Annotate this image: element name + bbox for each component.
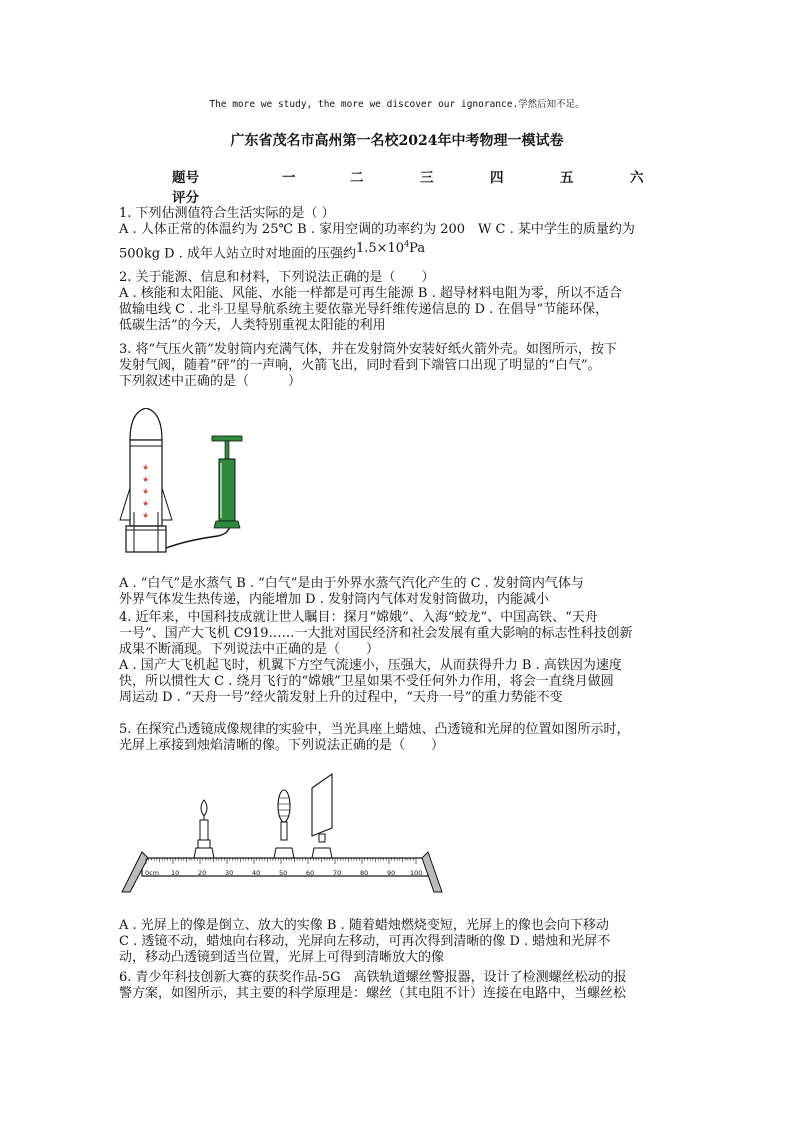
score-header-cell: 一 bbox=[282, 170, 296, 186]
question-stem: 一号”、国产大飞机 C919……一大批对国民经济和社会发展有重大影响的标志性科技创新 bbox=[119, 626, 633, 641]
question-options: 动，移动凸透镜到适当位置，光屏上可得到清晰放大的像 bbox=[119, 950, 445, 965]
question-options: 快，所以惯性大 C . 绕月飞行的“嫦娥”卫星如果不受任何外力作用，将会一直绕月做圆 bbox=[119, 674, 614, 689]
tick-label: 20 bbox=[198, 869, 207, 877]
tick-label: 100 bbox=[410, 869, 423, 877]
score-row-label: 评分 bbox=[172, 190, 199, 206]
tick-label: 80 bbox=[360, 869, 369, 877]
svg-text:★: ★ bbox=[142, 475, 150, 484]
rocket-pump-figure bbox=[118, 408, 258, 558]
question-options bbox=[119, 242, 675, 262]
convex-lens bbox=[274, 790, 294, 858]
tick-label: 0cm bbox=[145, 869, 160, 877]
question-options: A . 国产大飞机起飞时，机翼下方空气流速小，压强大，从而获得升力 B . 高铁因为速度 bbox=[119, 658, 622, 673]
formula-exponent: 4 bbox=[404, 240, 410, 249]
question-5 bbox=[119, 722, 675, 754]
question-3 bbox=[119, 342, 675, 390]
question-options: 做输电线 C . 北斗卫星导航系统主要依靠光导纤维传递信息的 D . 在倡导“节能环保， bbox=[119, 302, 609, 317]
question-options: A . 核能和太阳能、风能、水能一样都是可再生能源 B . 超导材料电阻为零，所以不适合 bbox=[119, 286, 622, 301]
score-header-row bbox=[172, 166, 672, 186]
tick-label: 60 bbox=[306, 869, 315, 877]
question-options: A . 光屏上的像是倒立、放大的实像 B . 随着蜡烛燃烧变短，光屏上的像也会向下移动 bbox=[119, 918, 609, 933]
score-header-cell: 六 bbox=[630, 170, 644, 186]
score-value-row bbox=[172, 186, 672, 206]
formula-mantissa: 1.5×10 bbox=[355, 241, 405, 257]
question-options: 低碳生活”的今天，人类特别重视太阳能的利用 bbox=[119, 318, 386, 333]
page-title: 广东省茂名市高州第一名校2024年中考物理一模试卷 bbox=[230, 133, 564, 149]
header-motto: The more we study, the more we discover our ignorance.学然后知不足。 bbox=[209, 99, 585, 110]
question-options: A . “白气”是水蒸气 B . “白气”是由于外界水蒸气汽化产生的 C . 发射筒内气体与 bbox=[119, 576, 584, 591]
svg-text:★: ★ bbox=[142, 487, 150, 496]
tick-label: 90 bbox=[387, 869, 396, 877]
light-screen bbox=[312, 774, 332, 858]
tick-label: 50 bbox=[279, 869, 288, 877]
question-stem: 4. 近年来，中国科技成就让世人瞩目：探月“嫦娥”、入海“蛟龙”、中国高铁、“天舟 bbox=[119, 610, 598, 625]
question-stem: 6. 青少年科技创新大赛的获奖作品-5G 高铁轨道螺丝警报器，设计了检测螺丝松动的报 bbox=[119, 970, 627, 985]
question-options: C . 透镜不动，蜡烛向右移动，光屏向左移动，可再次得到清晰的像 D . 蜡烛和光屏不 bbox=[119, 934, 611, 949]
question-5-options bbox=[119, 918, 675, 966]
option-text: 500kg D . 成年人站立时对地面的压强约 bbox=[119, 246, 356, 262]
tick-label: 10 bbox=[171, 869, 180, 877]
score-header-cell: 三 bbox=[420, 170, 434, 186]
question-options: 外界气体发生热传递，内能增加 D . 发射筒内气体对发射筒做功，内能减小 bbox=[119, 592, 549, 607]
question-stem: 下列叙述中正确的是（ ） bbox=[119, 374, 302, 389]
score-header-cell: 四 bbox=[490, 170, 504, 186]
question-options: 周运动 D . “天舟一号”经火箭发射上升的过程中，“天舟一号”的重力势能不变 bbox=[119, 690, 563, 705]
question-1 bbox=[119, 206, 675, 262]
question-stem: 成果不断涌现。下列说法中正确的是（ ） bbox=[119, 642, 380, 657]
svg-text:★: ★ bbox=[142, 499, 150, 508]
question-stem: 3. 将“气压火箭”发射筒内充满气体，并在发射筒外安装好纸火箭外壳。如图所示，按下 bbox=[119, 342, 617, 357]
question-stem: 1. 下列估测值符合生活实际的是（ ） bbox=[119, 206, 335, 221]
svg-text:★: ★ bbox=[142, 511, 150, 520]
question-4 bbox=[119, 610, 675, 706]
tick-label: 40 bbox=[252, 869, 261, 877]
rocket bbox=[120, 408, 172, 552]
question-stem: 5. 在探究凸透镜成像规律的实验中，当光具座上蜡烛、凸透镜和光屏的位置如图所示时， bbox=[119, 722, 630, 737]
score-header-cell: 题号 bbox=[172, 170, 199, 186]
candle bbox=[194, 800, 214, 858]
question-3-options bbox=[119, 576, 675, 608]
star-icon bbox=[142, 463, 149, 520]
pressure-formula bbox=[356, 241, 425, 256]
score-table bbox=[172, 166, 672, 206]
question-stem: 光屏上承接到烛焰清晰的像。下列说法正确的是（ ） bbox=[119, 738, 445, 753]
formula-unit: Pa bbox=[409, 241, 426, 257]
air-pump bbox=[212, 436, 242, 528]
question-stem: 2. 关于能源、信息和材料，下列说法正确的是（ ） bbox=[119, 270, 435, 285]
tick-label: 70 bbox=[333, 869, 342, 877]
question-6 bbox=[119, 970, 675, 1002]
tick-label: 30 bbox=[225, 869, 234, 877]
question-options: A . 人体正常的体温约为 25℃ B . 家用空调的功率约为 200 W C . 某中学生的质量约为 bbox=[119, 222, 635, 237]
score-header-cell: 二 bbox=[350, 170, 364, 186]
question-stem: 发射气阀，随着“砰”的一声响，火箭飞出，同时看到下端管口出现了明显的“白气”。 bbox=[119, 358, 601, 373]
air-tube bbox=[166, 526, 230, 548]
optical-bench-figure bbox=[120, 772, 444, 896]
score-header-cell: 五 bbox=[560, 170, 574, 186]
question-2 bbox=[119, 270, 675, 334]
optical-bench bbox=[122, 852, 442, 892]
question-stem: 警方案，如图所示，其主要的科学原理是：螺丝（其电阻不计）连接在电路中，当螺丝松 bbox=[119, 986, 627, 1001]
svg-text:★: ★ bbox=[142, 463, 150, 472]
